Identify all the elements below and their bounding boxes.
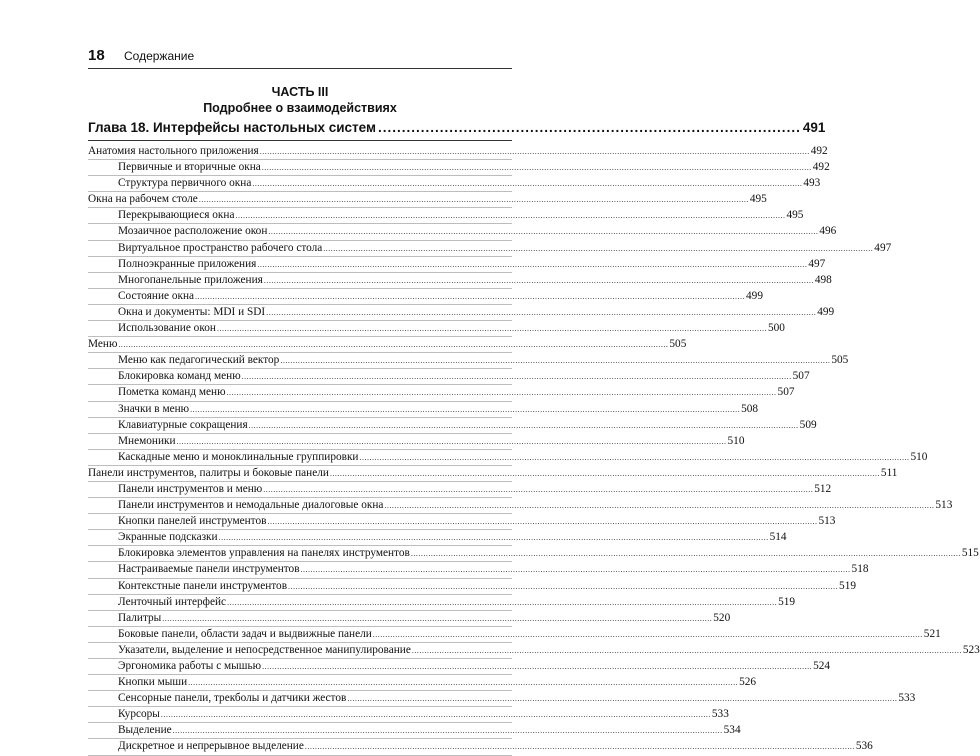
toc-entry: [88, 402, 759, 418]
toc-entry-page: 513: [818, 515, 836, 528]
leader-dots: ............................................................................................................................................................................................................................: [235, 211, 786, 221]
leader-dots: ............................................................................................................................................................................................................................: [288, 581, 839, 591]
toc-entry-page: 514: [769, 531, 787, 544]
toc-entry: [88, 321, 785, 337]
toc-entry-title: Многопанельные приложения: [118, 273, 263, 286]
toc-entry-page: 495: [786, 209, 804, 222]
toc-entry-title: Окна на рабочем столе: [88, 193, 198, 206]
toc-entry-title: Окна и документы: MDI и SDI: [118, 305, 266, 318]
toc-entry-page: 492: [812, 161, 830, 174]
toc-entry-page: 510: [910, 450, 928, 463]
part-heading: [88, 84, 512, 116]
toc-entry: [88, 530, 787, 546]
chapter-page: 491: [802, 120, 826, 135]
leader-dots: ............................................................................................................................................................................................................................: [160, 710, 711, 720]
page-header: [88, 46, 512, 69]
leader-dots: ............................................................................................................................................................................................................................: [188, 678, 739, 688]
leader-dots: ............................................................................................................................................................................................................................: [190, 404, 741, 414]
leader-dots: ............................................................................................................................................................................................................................: [410, 549, 961, 559]
leader-dots: ............................................................................................................................................................................................................................: [268, 227, 819, 237]
toc-entry: [88, 562, 869, 578]
running-title: Содержание: [124, 49, 195, 63]
toc-entry: [88, 643, 980, 659]
leader-dots: ............................................................................................................................................................................................................................: [329, 468, 880, 478]
toc-entry-page: 512: [814, 482, 832, 495]
toc-entry-title: Боковые панели, области задач и выдвижные панели: [118, 627, 372, 640]
toc-entry: [88, 434, 745, 450]
leader-dots: ............................................................................................................................................................................................................................: [198, 195, 749, 205]
toc-entry-page: 495: [749, 193, 767, 206]
toc-entry: [88, 176, 821, 192]
toc-entry: [88, 224, 837, 240]
toc-entry-page: 496: [819, 225, 837, 238]
leader-dots: ............................................................................................................................................................................................................................: [227, 597, 778, 607]
toc-entry-title: Кнопки панелей инструментов: [118, 515, 267, 528]
toc-entry-title: Мнемоники: [118, 434, 176, 447]
toc-entry-page: 519: [778, 595, 796, 608]
toc-entry-title: Меню как педагогический вектор: [118, 354, 280, 367]
toc-entry: [88, 385, 795, 401]
toc-entry-page: 534: [723, 724, 741, 737]
toc-entry-page: 515: [961, 547, 979, 560]
toc-entry: [88, 160, 830, 176]
toc-entry-title: Виртуальное пространство рабочего стола: [118, 241, 323, 254]
toc-entry-title: Палитры: [118, 611, 162, 624]
leader-dots: ............................................................................................................................................................................................................................: [252, 179, 803, 189]
toc-entry-page: 493: [803, 177, 821, 190]
toc-entry-title: Настраиваемые панели инструментов: [118, 563, 300, 576]
toc-entry-title: Структура первичного окна: [118, 177, 252, 190]
leader-dots: ............................................................................................................................................................................................................................: [218, 533, 769, 543]
toc-entry-title: Значки в меню: [118, 402, 190, 415]
leader-dots: ............................................................................................................................................................................................................................: [216, 324, 767, 334]
toc-entry-page: 500: [767, 322, 785, 335]
toc-entry-title: Курсоры: [118, 708, 160, 721]
toc-entry: [88, 418, 817, 434]
toc-entry-title: Блокировка команд меню: [118, 370, 241, 383]
toc-entry-page: 526: [739, 676, 757, 689]
toc-entry-page: 492: [810, 145, 828, 157]
toc-entry-page: 497: [808, 257, 826, 270]
toc-entry-page: 523: [962, 643, 980, 656]
leader-dots: ............................................................................................................................................................................................................................: [347, 694, 898, 704]
toc-entry-title: Контекстные панели инструментов: [118, 579, 288, 592]
toc-entry: [88, 675, 757, 691]
leader-dots: ............................................................................................................................................................................................................................: [118, 340, 669, 350]
leader-dots: ............................................................................................................................................................................................................................: [248, 420, 799, 430]
leader-dots: ............................................................................................................................................................................................................................: [261, 163, 812, 173]
toc-entry: [88, 337, 687, 353]
toc-entry-title: Панели инструментов и немодальные диалоговые окна: [118, 499, 384, 512]
toc-entry-title: Ленточный интерфейс: [118, 595, 227, 608]
toc-entry-title: Блокировка элементов управления на панелях инструментов: [118, 547, 410, 560]
toc-entry-title: Каскадные меню и моноклинальные группировки: [118, 450, 359, 463]
toc-entry: [88, 208, 804, 224]
toc-entry: [88, 353, 849, 369]
toc-entry: [88, 498, 953, 514]
toc-entry: [88, 192, 767, 208]
leader-dots: ............................................................................................................................................................................................................................: [172, 726, 723, 736]
toc-entry-title: Выделение: [118, 724, 172, 737]
leader-dots: ............................................................................................................................................................................................................................: [257, 259, 808, 269]
toc-entry: [88, 611, 731, 627]
leader-dots: ............................................................................................................................................................................................................................: [384, 501, 935, 511]
toc-entry: [88, 595, 796, 611]
toc-entry-page: 505: [669, 338, 687, 351]
toc-entry-page: 524: [813, 660, 831, 672]
toc-entry: [88, 627, 941, 643]
toc-entry-title: Указатели, выделение и непосредственное манипулирование: [118, 643, 411, 656]
toc-list: [88, 144, 980, 756]
leader-dots: ............................................................................................................................................................................................................................: [259, 147, 810, 156]
toc-entry-page: 509: [799, 418, 817, 431]
chapter-entry: [88, 120, 826, 141]
toc-entry-title: Состояние окна: [118, 289, 195, 302]
leader-dots: ............................................................................................................................................................................................................................: [266, 307, 817, 317]
toc-entry: [88, 241, 892, 257]
leader-dots: ............................................................................................................................................................................................................................: [280, 356, 831, 366]
part-title: Подробнее о взаимодействиях: [203, 101, 397, 115]
toc-entry-title: Экранные подсказки: [118, 531, 218, 544]
toc-entry: [88, 659, 831, 675]
leader-dots: ............................................................................................................................................................................................................................: [372, 629, 923, 639]
toc-entry-title: Мозаичное расположение окон: [118, 225, 268, 238]
leader-dots: .........................................................................................: [378, 120, 801, 135]
leader-dots: ............................................................................................................................................................................................................................: [195, 291, 746, 301]
toc-entry: [88, 369, 810, 385]
toc-entry: [88, 450, 928, 466]
toc-entry: [88, 273, 832, 289]
toc-entry-title: Использование окон: [118, 322, 216, 335]
toc-entry-page: 508: [741, 402, 759, 415]
leader-dots: ............................................................................................................................................................................................................................: [263, 275, 814, 285]
toc-entry-title: Пометка команд меню: [118, 386, 226, 399]
toc-entry-title: Панели инструментов, палитры и боковые панели: [88, 466, 329, 479]
toc-entry-title: Меню: [88, 338, 118, 351]
toc-entry-title: Эргономика работы с мышью: [118, 660, 262, 672]
leader-dots: ............................................................................................................................................................................................................................: [359, 452, 910, 462]
toc-entry: [88, 546, 979, 562]
toc-entry-page: 520: [713, 611, 731, 624]
toc-entry-page: 507: [792, 370, 810, 383]
toc-entry: [88, 579, 856, 595]
toc-entry-page: 499: [746, 289, 763, 302]
toc-entry: [88, 289, 763, 305]
toc-entry-title: Сенсорные панели, трекболы и датчики жестов: [118, 692, 347, 705]
chapter-title: Глава 18. Интерфейсы настольных систем: [88, 120, 376, 135]
toc-entry: [88, 514, 836, 530]
leader-dots: ............................................................................................................................................................................................................................: [323, 243, 874, 253]
toc-entry-page: 521: [923, 627, 941, 640]
leader-dots: ............................................................................................................................................................................................................................: [176, 436, 727, 446]
toc-entry-title: Полноэкранные приложения: [118, 257, 257, 270]
toc-entry-page: 498: [814, 273, 832, 286]
toc-entry-title: Анатомия настольного приложения: [88, 145, 259, 157]
toc-entry-page: 513: [935, 499, 953, 512]
toc-entry: [88, 466, 898, 482]
toc-entry-page: 497: [874, 241, 892, 254]
toc-entry-title: Первичные и вторичные окна: [118, 161, 261, 174]
toc-entry: [88, 707, 729, 723]
leader-dots: ............................................................................................................................................................................................................................: [226, 388, 777, 398]
leader-dots: ............................................................................................................................................................................................................................: [267, 517, 818, 527]
toc-entry-page: 511: [880, 466, 898, 479]
toc-entry-page: 499: [817, 305, 835, 318]
toc-entry-page: 536: [855, 740, 873, 753]
leader-dots: ............................................................................................................................................................................................................................: [262, 662, 813, 671]
leader-dots: ............................................................................................................................................................................................................................: [241, 372, 792, 382]
toc-entry: [88, 257, 826, 273]
toc-entry-page: 519: [839, 579, 856, 592]
leader-dots: ............................................................................................................................................................................................................................: [411, 645, 962, 655]
toc-entry-page: 533: [898, 692, 916, 705]
toc-entry-page: 510: [727, 434, 745, 447]
leader-dots: ............................................................................................................................................................................................................................: [300, 565, 851, 575]
toc-entry-page: 533: [711, 708, 729, 721]
toc-entry: [88, 691, 916, 707]
toc-entry-page: 507: [777, 386, 795, 399]
page-number: 18: [88, 47, 105, 64]
toc-entry: [88, 739, 873, 755]
leader-dots: ............................................................................................................................................................................................................................: [304, 742, 855, 752]
toc-entry-title: Панели инструментов и меню: [118, 482, 263, 495]
part-label: ЧАСТЬ III: [271, 85, 329, 99]
toc-entry: [88, 723, 741, 739]
toc-entry-title: Дискретное и непрерывное выделение: [118, 740, 304, 753]
leader-dots: ............................................................................................................................................................................................................................: [162, 613, 713, 623]
toc-entry-title: Клавиатурные сокращения: [118, 418, 248, 431]
toc-entry-page: 518: [851, 563, 869, 576]
toc-entry-title: Перекрывающиеся окна: [118, 209, 235, 222]
toc-entry: [88, 305, 835, 321]
toc-entry-page: 505: [831, 354, 849, 367]
toc-entry-title: Кнопки мыши: [118, 676, 188, 689]
leader-dots: ............................................................................................................................................................................................................................: [263, 484, 814, 494]
toc-entry: [88, 144, 828, 160]
toc-entry: [88, 482, 832, 498]
